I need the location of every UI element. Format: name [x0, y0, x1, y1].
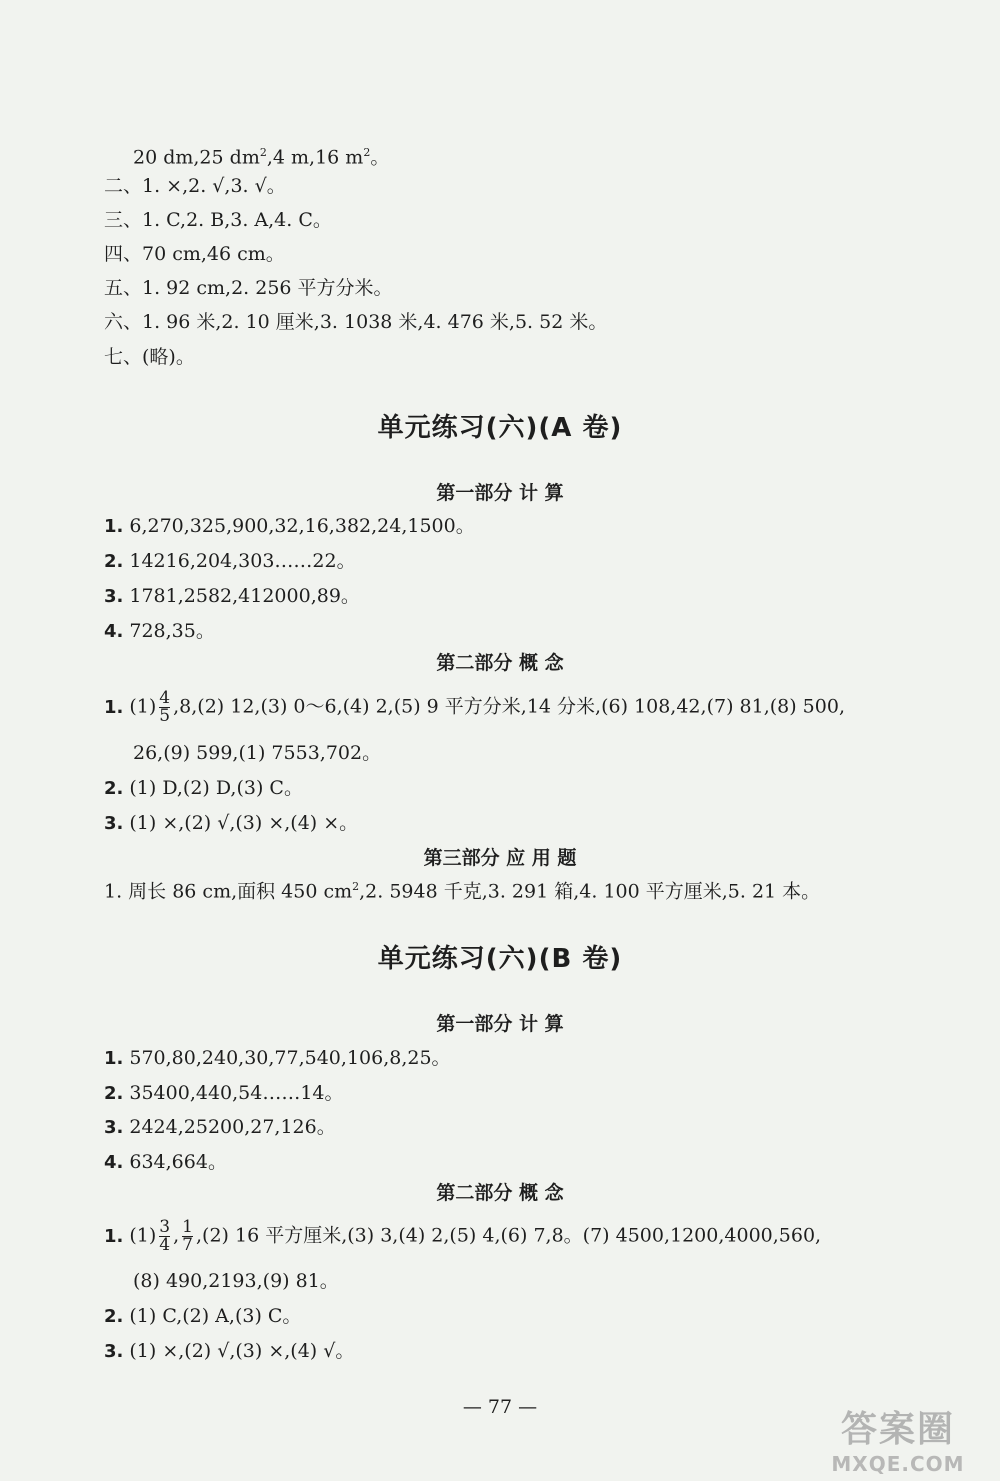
superscript: 2 — [352, 880, 360, 893]
item-number: 1. — [104, 516, 124, 537]
item-text: (1) D,(2) D,(3) C。 — [129, 777, 303, 799]
list-item — [104, 618, 215, 645]
item-text: (1) — [129, 695, 157, 718]
answer-line: 二、1. ×,2. √,3. √。 — [104, 175, 286, 197]
item-number: 3. — [104, 813, 124, 834]
item-text: (1) ×,(2) √,(3) ×,(4) ×。 — [129, 812, 359, 834]
list-item — [104, 1149, 227, 1176]
list-item — [104, 1303, 301, 1330]
fraction-denominator: 4 — [159, 1235, 171, 1255]
watermark-bottom-text: MXQE.COM — [831, 1451, 965, 1476]
item-number: 3. — [104, 586, 124, 607]
item-text: 1781,2582,412000,89。 — [129, 585, 360, 607]
answer-text: 。 — [370, 146, 390, 169]
list-item — [104, 513, 475, 540]
item-text: 6,270,325,900,32,16,382,24,1500。 — [129, 515, 475, 537]
item-text: ,(2) 16 平方厘米,(3) 3,(4) 2,(5) 4,(6) 7,8。(7) 4500,1200,4000,560, — [196, 1224, 822, 1247]
item-text: 570,80,240,30,77,540,106,8,25。 — [129, 1047, 451, 1069]
item-text: 14216,204,303……22。 — [129, 550, 356, 572]
fraction-numerator: 1 — [182, 1217, 193, 1237]
list-item — [104, 1114, 336, 1141]
fraction-denominator: 5 — [159, 706, 171, 726]
list-item — [104, 810, 358, 837]
answer-line — [133, 140, 389, 170]
item-text: (1) — [129, 1224, 157, 1247]
item-number: 2. — [104, 1306, 124, 1327]
part-heading: 第一部分 计 算 — [436, 1013, 564, 1035]
superscript: 2 — [259, 146, 267, 159]
item-number: 4. — [104, 621, 124, 642]
part-heading: 第二部分 概 念 — [436, 1182, 564, 1204]
answer-line: 三、1. C,2. B,3. A,4. C。 — [104, 209, 332, 231]
list-item — [104, 775, 303, 802]
item-number: 4. — [104, 1152, 124, 1173]
item-text: 634,664。 — [129, 1151, 227, 1173]
list-item — [104, 548, 356, 575]
part-heading: 第一部分 计 算 — [436, 482, 564, 504]
superscript: 2 — [363, 146, 371, 159]
list-item — [104, 874, 820, 904]
list-item — [104, 1338, 354, 1365]
answer-line: 四、70 cm,46 cm。 — [104, 243, 285, 265]
answer-text: 20 dm,25 dm — [133, 146, 260, 169]
item-number: 1. — [104, 696, 124, 718]
list-item — [104, 690, 845, 725]
item-text: (1) C,(2) A,(3) C。 — [129, 1305, 302, 1327]
answer-line: 七、(略)。 — [104, 346, 195, 368]
item-number: 2. — [104, 778, 124, 799]
item-text: 2424,25200,27,126。 — [129, 1116, 336, 1138]
item-text: 35400,440,54……14。 — [129, 1082, 344, 1104]
item-number: 2. — [104, 551, 124, 572]
part-heading: 第二部分 概 念 — [436, 652, 564, 674]
list-item — [104, 1219, 821, 1254]
item-text: ,2. 5948 千克,3. 291 箱,4. 100 平方厘米,5. 21 本。 — [359, 880, 821, 903]
part-heading: 第三部分 应 用 题 — [423, 847, 577, 869]
item-text: 1. 周长 86 cm,面积 450 cm — [104, 880, 353, 903]
comma: , — [173, 1224, 180, 1247]
fraction-numerator: 4 — [159, 688, 171, 708]
answer-line: (8) 490,2193,(9) 81。 — [133, 1270, 339, 1292]
fraction — [182, 1219, 193, 1254]
fraction — [159, 690, 170, 725]
list-item — [104, 1045, 451, 1072]
fraction-numerator: 3 — [159, 1217, 171, 1237]
list-item — [104, 583, 360, 610]
item-number: 2. — [104, 1083, 124, 1104]
answer-line: 26,(9) 599,(1) 7553,702。 — [133, 742, 382, 764]
answer-text: ,4 m,16 m — [266, 146, 364, 169]
item-number: 1. — [104, 1225, 124, 1247]
fraction — [159, 1219, 170, 1254]
section-title: 单元练习(六)(B 卷) — [377, 944, 623, 974]
list-item — [104, 1080, 344, 1107]
item-number: 3. — [104, 1341, 124, 1362]
watermark-top-text: 答案圈 — [840, 1408, 955, 1450]
answer-line: 五、1. 92 cm,2. 256 平方分米。 — [104, 277, 393, 299]
item-number: 1. — [104, 1048, 124, 1069]
fraction-denominator: 7 — [182, 1235, 193, 1255]
watermark-logo — [808, 1403, 988, 1476]
item-number: 3. — [104, 1117, 124, 1138]
item-text: ,8,(2) 12,(3) 0～6,(4) 2,(5) 9 平方分米,14 分米,(6) 108,42,(7) 81,(8) 500, — [173, 695, 845, 718]
page-number: — 77 — — [462, 1396, 538, 1418]
item-text: 728,35。 — [129, 620, 215, 642]
item-text: (1) ×,(2) √,(3) ×,(4) √。 — [129, 1340, 355, 1362]
section-title: 单元练习(六)(A 卷) — [377, 413, 623, 443]
answer-line: 六、1. 96 米,2. 10 厘米,3. 1038 米,4. 476 米,5. 52 米。 — [104, 311, 608, 333]
